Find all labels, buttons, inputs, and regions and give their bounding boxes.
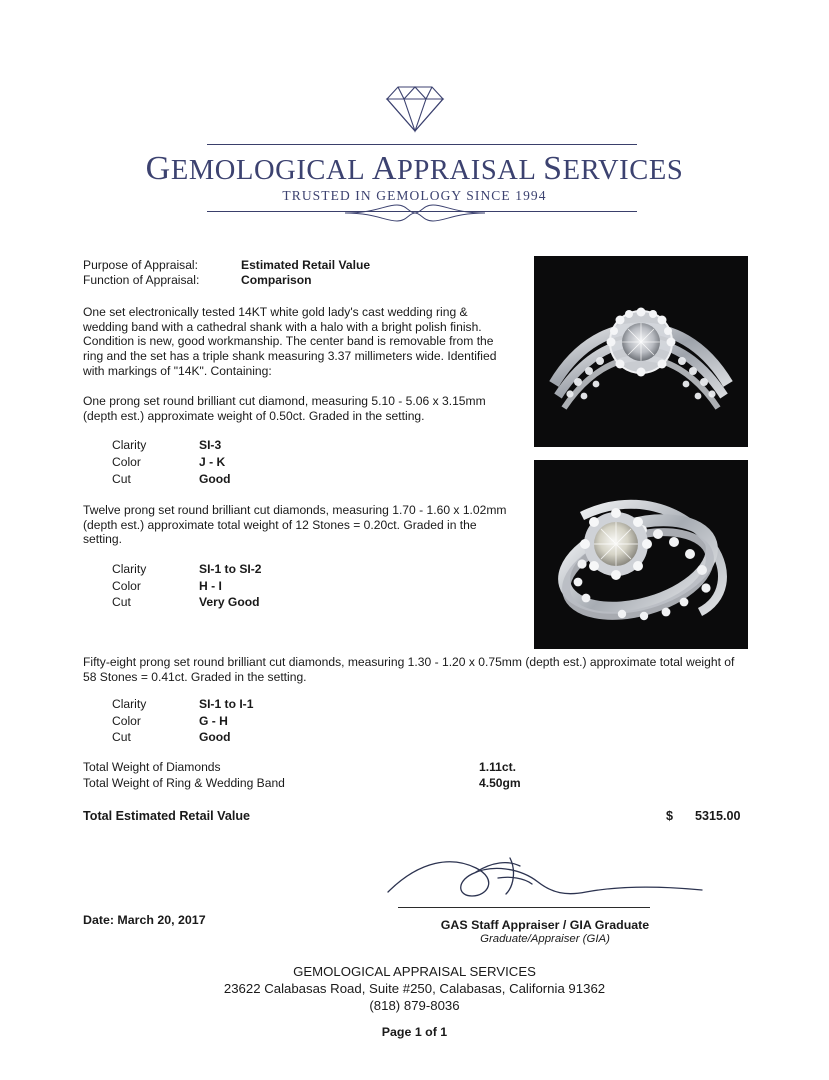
company-name-text: GEMOLOGICAL APPRAISAL SERVICES bbox=[145, 150, 684, 187]
cut-value: Good bbox=[199, 730, 231, 745]
cut-label: Cut bbox=[112, 595, 131, 610]
footer-phone: (818) 879-8036 bbox=[369, 998, 460, 1013]
header-rule-bottom bbox=[207, 211, 637, 212]
signature-mark bbox=[380, 848, 710, 908]
spec-row bbox=[112, 713, 777, 730]
clarity-label: Clarity bbox=[112, 561, 147, 576]
color-label: Color bbox=[112, 713, 141, 728]
cut-value: Very Good bbox=[199, 595, 260, 610]
spec-row bbox=[112, 578, 523, 595]
tagline: TRUSTED IN GEMOLOGY SINCE 1994 bbox=[282, 188, 547, 203]
cut-label: Cut bbox=[112, 730, 131, 745]
spec-row bbox=[112, 437, 523, 454]
color-label: Color bbox=[112, 578, 141, 593]
total-diamond-weight-row bbox=[83, 760, 748, 776]
function-label: Function of Appraisal: bbox=[83, 272, 200, 287]
totals-section bbox=[83, 760, 748, 791]
flourish-ornament bbox=[0, 202, 829, 224]
ring-photo-bottom bbox=[534, 460, 748, 649]
grand-total-label: Total Estimated Retail Value bbox=[83, 809, 251, 823]
item-description: One set electronically tested 14KT white gold lady's cast wedding ring & wedding band with a cathedral shank with a halo with a bright polish finish. Condition is new, good workmanship. The center band is removable from the ring and the set has a triple shank measuring 3.37 millimeters wide. Identified with markings of "14K". Containing: bbox=[83, 305, 497, 378]
color-value: J - K bbox=[199, 454, 226, 469]
color-label: Color bbox=[112, 454, 141, 469]
total-diamond-weight-value: 1.11ct. bbox=[479, 760, 516, 774]
spec-row bbox=[112, 696, 777, 713]
company-name bbox=[0, 150, 829, 188]
clarity-value: SI-1 to I-1 bbox=[199, 697, 254, 711]
spec-row bbox=[112, 561, 523, 578]
stone-2-description: Twelve prong set round brilliant cut diamonds, measuring 1.70 - 1.60 x 1.02mm (depth est.) approximate total weight of 12 Stones = 0.20ct. Graded in the setting. bbox=[83, 503, 507, 547]
ring-photo-top bbox=[534, 256, 748, 447]
document-footer bbox=[0, 963, 829, 1041]
page-number: Page 1 of 1 bbox=[381, 1025, 448, 1039]
currency-symbol: $ bbox=[666, 809, 674, 823]
clarity-value: SI-3 bbox=[199, 438, 222, 453]
stone-2-specs bbox=[112, 561, 523, 611]
stone-1-description: One prong set round brilliant cut diamond, measuring 5.10 - 5.06 x 3.15mm (depth est.) approximate weight of 0.50ct. Graded in the setting. bbox=[83, 394, 486, 423]
header-rule-top bbox=[207, 144, 637, 145]
purpose-row bbox=[83, 258, 523, 273]
function-value: Comparison bbox=[241, 272, 312, 287]
purpose-value: Estimated Retail Value bbox=[241, 258, 371, 272]
diamond-icon bbox=[0, 78, 829, 136]
appraisal-date: Date: March 20, 2017 bbox=[83, 913, 206, 927]
clarity-label: Clarity bbox=[112, 438, 147, 453]
appraiser-title: GAS Staff Appraiser / GIA Graduate bbox=[440, 918, 650, 932]
signature-rule bbox=[398, 907, 650, 908]
spec-row bbox=[112, 471, 523, 488]
total-diamond-weight-label: Total Weight of Diamonds bbox=[83, 760, 221, 774]
cut-label: Cut bbox=[112, 471, 131, 486]
footer-company: GEMOLOGICAL APPRAISAL SERVICES bbox=[293, 964, 536, 979]
total-metal-weight-row bbox=[83, 776, 748, 792]
color-value: H - I bbox=[199, 578, 222, 593]
stone-1-specs bbox=[112, 437, 523, 487]
footer-address: 23622 Calabasas Road, Suite #250, Calabasas, California 91362 bbox=[223, 981, 606, 996]
appraisal-body bbox=[83, 258, 523, 611]
stone-3-description: Fifty-eight prong set round brilliant cut diamonds, measuring 1.30 - 1.20 x 0.75mm (depth est.) approximate total weight of 58 Stones = 0.41ct. Graded in the setting. bbox=[83, 655, 735, 684]
stone-3-specs bbox=[112, 696, 777, 746]
spec-row bbox=[112, 454, 523, 471]
clarity-label: Clarity bbox=[112, 697, 147, 711]
grand-total-value: 5315.00 bbox=[695, 809, 741, 823]
clarity-value: SI-1 to SI-2 bbox=[199, 561, 262, 576]
total-metal-weight-label: Total Weight of Ring & Wedding Band bbox=[83, 775, 285, 790]
appraiser-subtitle: Graduate/Appraiser (GIA) bbox=[480, 933, 610, 945]
spec-row bbox=[112, 729, 777, 746]
spec-row bbox=[112, 594, 523, 611]
total-metal-weight-value: 4.50gm bbox=[479, 775, 521, 790]
purpose-label: Purpose of Appraisal: bbox=[83, 258, 198, 272]
color-value: G - H bbox=[199, 713, 228, 728]
cut-value: Good bbox=[199, 471, 231, 486]
document-header bbox=[0, 78, 829, 203]
function-row bbox=[83, 273, 523, 288]
